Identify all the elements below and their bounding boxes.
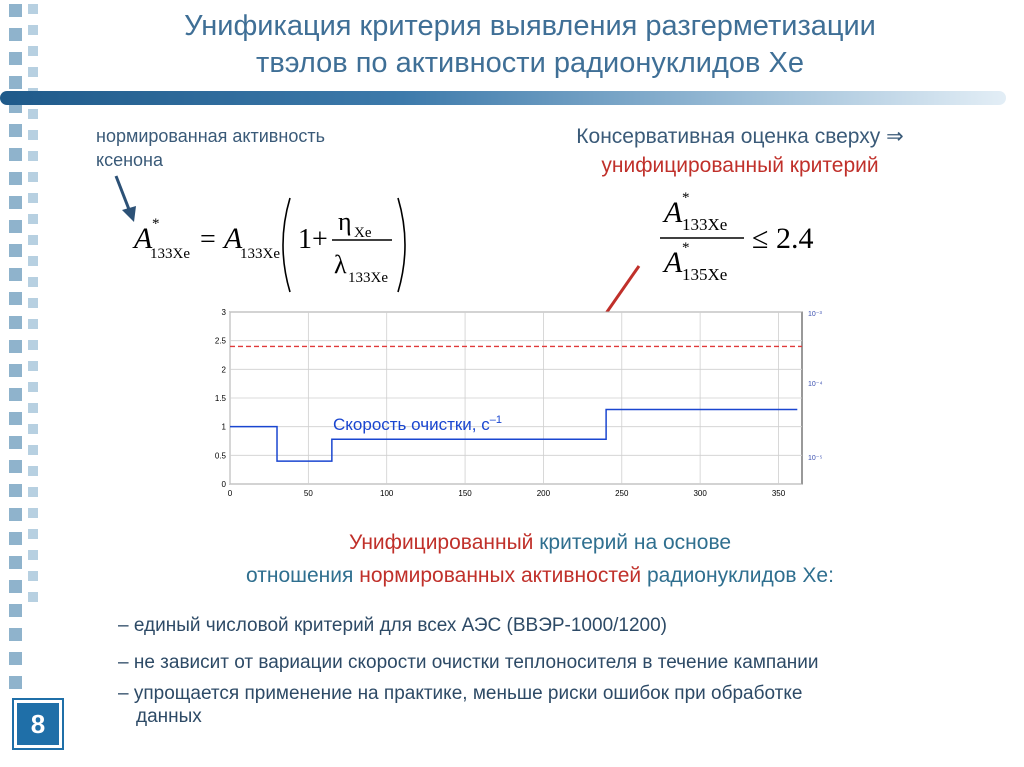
y-tick-label: 3 bbox=[221, 308, 226, 317]
xenon-label-line-2: ксенона bbox=[96, 150, 163, 170]
title-line-1: Унификация критерия выявления разгерметизации bbox=[184, 10, 876, 42]
y-tick-label: 1 bbox=[221, 422, 226, 432]
decorative-squares-left bbox=[9, 4, 23, 704]
bullet-list bbox=[118, 614, 998, 728]
eq2-den-sup: * bbox=[682, 240, 690, 256]
series-label bbox=[333, 414, 502, 434]
normalized-activity-equation bbox=[130, 190, 420, 300]
page-number: 8 bbox=[14, 700, 62, 748]
chart-x-ticks bbox=[228, 489, 786, 498]
x-tick-label: 100 bbox=[380, 489, 394, 498]
criterion-part-4: нормированных активностей bbox=[359, 564, 642, 587]
eq1-lhs: A bbox=[134, 222, 153, 255]
y-tick-label: 1.5 bbox=[214, 394, 226, 403]
y-tick-label: 2.5 bbox=[214, 336, 226, 346]
title-line-2: твэлов по активности радионуклидов Xe bbox=[256, 47, 804, 79]
criterion-line-1 bbox=[160, 526, 920, 559]
conservative-estimate-text bbox=[530, 122, 950, 180]
cleanup-rate-chart bbox=[196, 302, 856, 508]
x-tick-label: 350 bbox=[771, 489, 786, 498]
x-tick-label: 0 bbox=[227, 489, 233, 498]
eq2-num-sup: * bbox=[682, 190, 690, 206]
bullet-item: – упрощается применение на практике, меньше риски ошибок при обработке bbox=[118, 683, 803, 704]
chart-y-ticks bbox=[215, 308, 227, 489]
y2-tick-label: 10⁻⁵ bbox=[808, 455, 823, 462]
conservative-line-2: унифицированный критерий bbox=[601, 154, 879, 177]
eq2-relation: ≤ 2.4 bbox=[752, 222, 814, 255]
bullet-item: – не зависит от вариации скорости очистки теплоносителя в течение кампании bbox=[118, 652, 819, 673]
eq1-eta-sub: Xe bbox=[354, 225, 372, 241]
eq1-lhs-sub: 133Xe bbox=[150, 246, 190, 262]
eq2-den-sub: 135Xe bbox=[682, 265, 728, 284]
criterion-part-1: Унифицированный bbox=[348, 531, 534, 554]
criterion-line-2 bbox=[160, 559, 920, 592]
xenon-label-line-1: нормированная активность bbox=[96, 126, 325, 146]
eq1-one-plus: 1+ bbox=[298, 224, 328, 255]
eq2-den: A bbox=[664, 246, 683, 279]
series-label-sup: –1 bbox=[489, 414, 502, 426]
chart-y2-ticks bbox=[808, 311, 823, 462]
eq1-equals: = bbox=[200, 224, 216, 255]
criterion-part-2: критерий на основе bbox=[533, 531, 732, 554]
eq2-num-sub: 133Xe bbox=[682, 215, 728, 234]
x-tick-label: 200 bbox=[536, 489, 551, 498]
y-tick-label: 0 bbox=[221, 480, 226, 489]
y-tick-label: 2 bbox=[221, 365, 226, 375]
xenon-activity-label bbox=[96, 124, 325, 172]
criterion-part-3: отношения bbox=[246, 564, 360, 587]
y2-tick-label: 10⁻³ bbox=[808, 311, 822, 318]
x-tick-label: 150 bbox=[458, 489, 472, 498]
bullet-item-continuation: данных bbox=[136, 706, 202, 727]
eq1-rhs-sub: 133Xe bbox=[240, 246, 280, 262]
unified-criterion-text bbox=[160, 526, 920, 592]
slide-title bbox=[60, 8, 1000, 82]
eq1-lambda-sub: 133Xe bbox=[348, 270, 388, 286]
eq2-num: A bbox=[664, 196, 683, 229]
x-tick-label: 50 bbox=[303, 489, 313, 498]
bullet-item: – единый числовой критерий для всех АЭС (ВВЭР-1000/1200) bbox=[118, 615, 668, 636]
title-underline-bar bbox=[0, 91, 1006, 105]
series-label-text: Скорость очистки, с bbox=[333, 415, 490, 434]
conservative-line-1: Консервативная оценка сверху ⇒ bbox=[576, 125, 904, 148]
eq1-lambda: λ bbox=[334, 250, 347, 279]
y-tick-label: 0.5 bbox=[214, 451, 226, 461]
eq1-rhs: A bbox=[224, 222, 243, 255]
decorative-squares-right bbox=[28, 4, 42, 704]
unified-criterion-equation bbox=[660, 188, 860, 288]
x-tick-label: 250 bbox=[615, 489, 629, 498]
x-tick-label: 300 bbox=[693, 489, 707, 498]
y2-tick-label: 10⁻⁴ bbox=[808, 381, 823, 388]
eq1-eta: η bbox=[338, 207, 352, 236]
criterion-part-5: радионуклидов Xe: bbox=[641, 564, 834, 587]
eq1-lhs-sup: * bbox=[152, 216, 160, 232]
